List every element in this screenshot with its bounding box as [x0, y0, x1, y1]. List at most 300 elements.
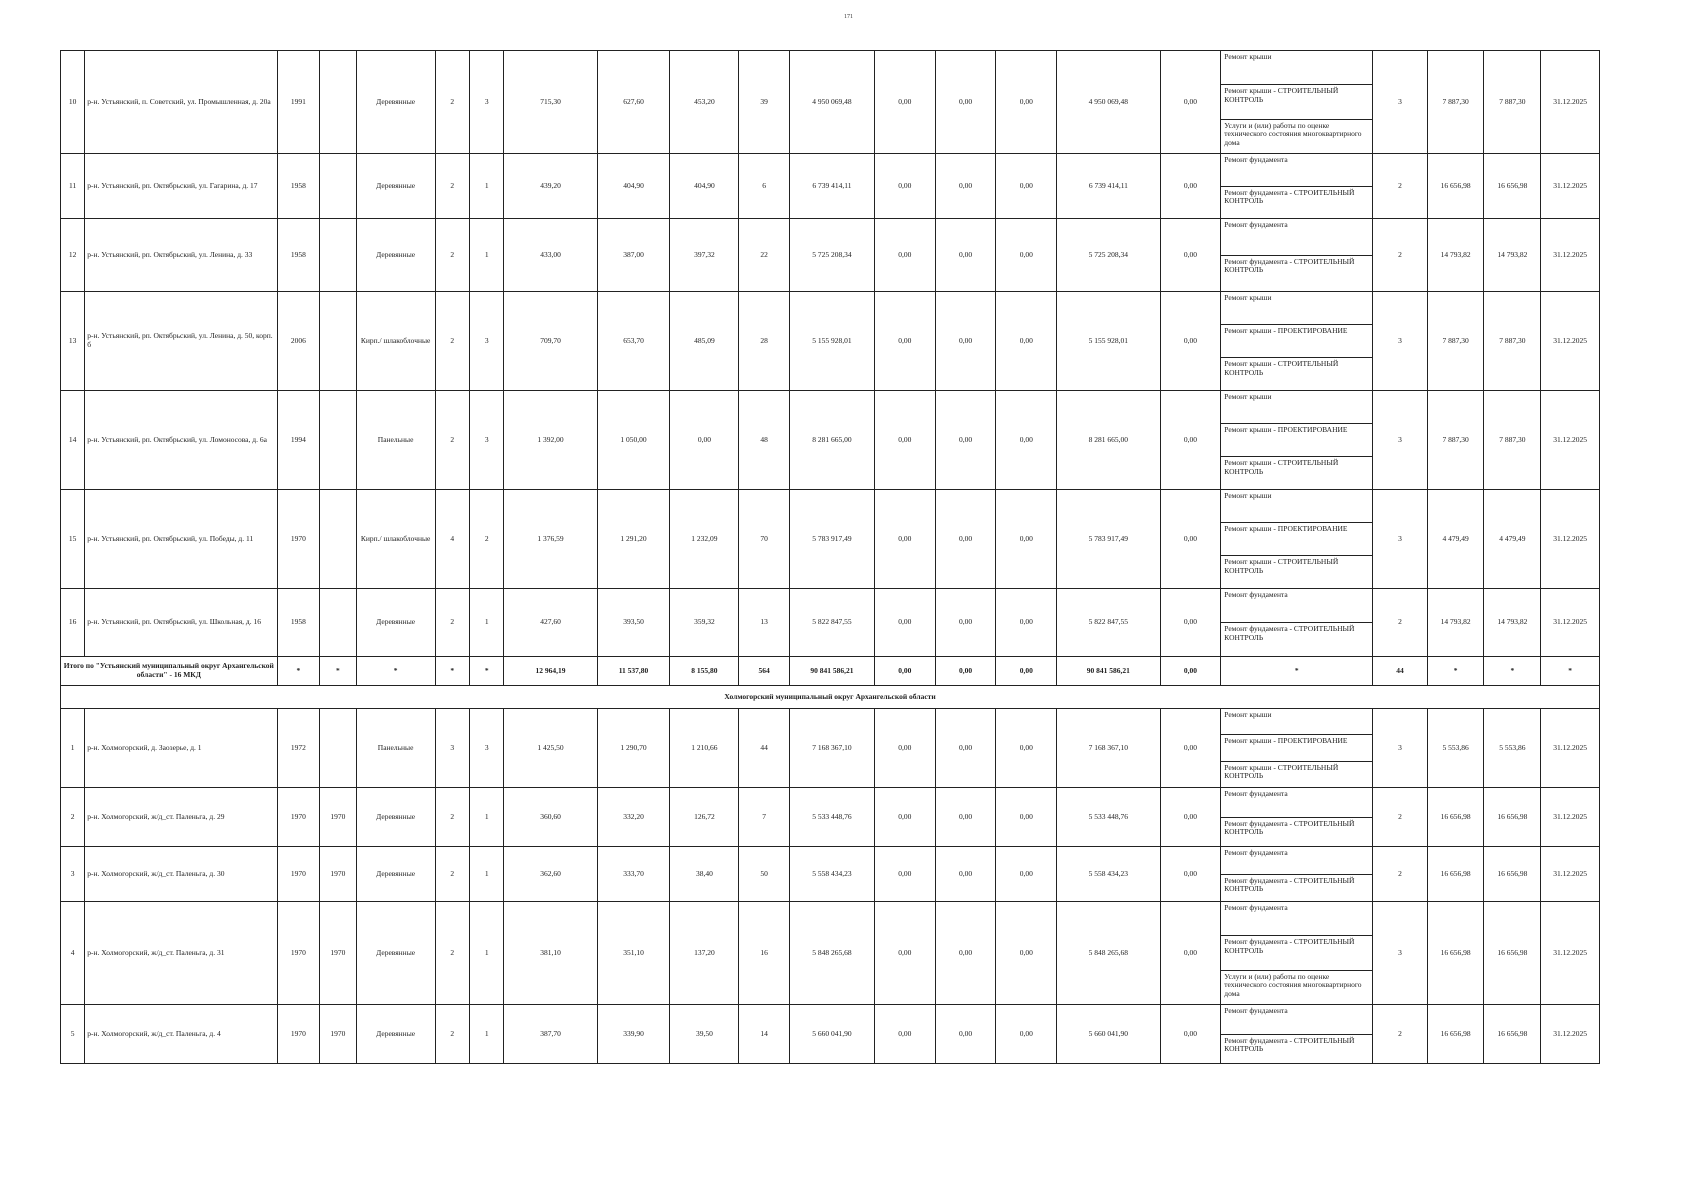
data-cell: 1 210,66: [670, 709, 739, 788]
data-cell: 0,00: [1160, 292, 1221, 391]
table-row: [61, 490, 1600, 589]
data-cell: 7 887,30: [1427, 292, 1484, 391]
data-cell: 31.12.2025: [1541, 219, 1600, 292]
data-cell: 2: [1373, 589, 1428, 657]
data-cell: 39,50: [670, 1005, 739, 1064]
address-cell: р-н. Устьянский, рп. Октябрьский, ул. Ленина, д. 50, корп. б: [85, 292, 277, 391]
data-cell: 1 376,59: [504, 490, 597, 589]
data-cell: Деревянные: [356, 154, 435, 219]
work-item: Ремонт фундамента - СТРОИТЕЛЬНЫЙ КОНТРОЛЬ: [1224, 875, 1355, 894]
address-cell: р-н. Холмогорский, ж/д_ст. Паленьга, д. 4: [85, 1005, 277, 1064]
data-cell: 0,00: [1160, 391, 1221, 490]
data-cell: 0,00: [1160, 1005, 1221, 1064]
data-cell: 351,10: [597, 902, 670, 1005]
work-item: Ремонт крыши - СТРОИТЕЛЬНЫЙ КОНТРОЛЬ: [1224, 557, 1339, 575]
data-cell: 16 656,98: [1484, 1005, 1541, 1064]
data-cell: 3: [1373, 391, 1428, 490]
data-cell: 1 425,50: [504, 709, 597, 788]
data-cell: 14 793,82: [1427, 219, 1484, 292]
table-row: [61, 589, 1600, 657]
works-list: [1221, 219, 1372, 291]
work-item: Ремонт крыши - ПРОЕКТИРОВАНИЕ: [1221, 424, 1372, 457]
data-cell: 0,00: [874, 219, 935, 292]
data-cell: 1: [470, 788, 504, 847]
data-cell: 16 656,98: [1427, 902, 1484, 1005]
data-cell: [320, 391, 356, 490]
total-label: Итого по "Устьянский муниципальный округ Архангельской области" - 16 МКД: [61, 657, 278, 686]
table-row: [61, 391, 1600, 490]
data-cell: 1958: [277, 589, 320, 657]
table-row: [61, 847, 1600, 902]
data-cell: 0,00: [935, 788, 996, 847]
data-cell: 0,00: [996, 154, 1057, 219]
data-cell: 1: [470, 1005, 504, 1064]
data-cell: 0,00: [874, 51, 935, 154]
works-cell: [1221, 847, 1373, 902]
data-cell: Панельные: [356, 391, 435, 490]
section-header-row: [61, 686, 1600, 709]
data-cell: 6 739 414,11: [789, 154, 874, 219]
address-cell: р-н. Холмогорский, ж/д_ст. Паленьга, д. 30: [85, 847, 277, 902]
data-cell: 0,00: [935, 219, 996, 292]
data-cell: 0,00: [1160, 589, 1221, 657]
work-item: Ремонт фундамента - СТРОИТЕЛЬНЫЙ КОНТРОЛЬ: [1224, 256, 1355, 275]
table-row: [61, 902, 1600, 1005]
data-cell: 31.12.2025: [1541, 1005, 1600, 1064]
row-number: 11: [61, 154, 85, 219]
total-cell: *: [1221, 657, 1373, 686]
data-cell: 31.12.2025: [1541, 292, 1600, 391]
works-list: [1221, 902, 1372, 1004]
data-cell: 3: [435, 709, 469, 788]
work-item: Ремонт фундамента: [1221, 847, 1372, 875]
work-item: Ремонт крыши: [1221, 709, 1372, 735]
data-cell: 1: [470, 847, 504, 902]
total-cell: 0,00: [1160, 657, 1221, 686]
page-number: 171: [844, 14, 853, 20]
work-item: Ремонт крыши - ПРОЕКТИРОВАНИЕ: [1221, 735, 1372, 761]
data-cell: 2: [435, 154, 469, 219]
data-cell: 31.12.2025: [1541, 847, 1600, 902]
table-row: [61, 1005, 1600, 1064]
data-cell: 3: [470, 709, 504, 788]
total-cell: *: [435, 657, 469, 686]
table-body-kholmogorsky: [61, 709, 1600, 1064]
data-cell: Деревянные: [356, 1005, 435, 1064]
data-cell: 7 887,30: [1427, 391, 1484, 490]
work-item: Ремонт фундамента: [1221, 219, 1372, 256]
data-cell: 1970: [277, 788, 320, 847]
data-cell: 137,20: [670, 902, 739, 1005]
data-cell: 709,70: [504, 292, 597, 391]
works-list: [1221, 709, 1372, 787]
data-cell: 0,00: [996, 788, 1057, 847]
data-cell: 5 558 434,23: [789, 847, 874, 902]
data-cell: 16 656,98: [1427, 788, 1484, 847]
data-cell: [320, 709, 356, 788]
total-cell: *: [356, 657, 435, 686]
data-cell: 5 533 448,76: [789, 788, 874, 847]
data-cell: 4 479,49: [1484, 490, 1541, 589]
work-item: Ремонт фундамента - СТРОИТЕЛЬНЫЙ КОНТРОЛЬ: [1224, 624, 1355, 642]
data-cell: [320, 589, 356, 657]
total-cell: *: [1484, 657, 1541, 686]
total-cell: 8 155,80: [670, 657, 739, 686]
total-cell: *: [277, 657, 320, 686]
data-cell: 14 793,82: [1484, 219, 1541, 292]
data-cell: 5 558 434,23: [1057, 847, 1160, 902]
data-cell: 5 553,86: [1427, 709, 1484, 788]
data-cell: [320, 490, 356, 589]
data-cell: 1970: [277, 1005, 320, 1064]
data-cell: 14: [739, 1005, 790, 1064]
table-row: [61, 51, 1600, 154]
data-cell: 1958: [277, 219, 320, 292]
total-cell: 564: [739, 657, 790, 686]
data-cell: 3: [1373, 709, 1428, 788]
total-cell: *: [320, 657, 356, 686]
data-cell: 0,00: [670, 391, 739, 490]
data-cell: 1958: [277, 154, 320, 219]
data-cell: [320, 219, 356, 292]
data-cell: 1 290,70: [597, 709, 670, 788]
data-cell: 1970: [277, 490, 320, 589]
data-cell: 5 533 448,76: [1057, 788, 1160, 847]
data-cell: 5 660 041,90: [789, 1005, 874, 1064]
address-cell: р-н. Устьянский, рп. Октябрьский, ул. Победы, д. 11: [85, 490, 277, 589]
work-item: Ремонт крыши: [1221, 292, 1372, 325]
data-cell: 5 725 208,34: [789, 219, 874, 292]
data-cell: 2: [1373, 1005, 1428, 1064]
data-cell: 427,60: [504, 589, 597, 657]
data-cell: 0,00: [996, 902, 1057, 1005]
data-cell: Деревянные: [356, 788, 435, 847]
row-number: 14: [61, 391, 85, 490]
data-cell: 485,09: [670, 292, 739, 391]
data-cell: 381,10: [504, 902, 597, 1005]
data-cell: 387,00: [597, 219, 670, 292]
total-cell: 90 841 586,21: [1057, 657, 1160, 686]
total-row: [61, 657, 1600, 686]
data-cell: Панельные: [356, 709, 435, 788]
data-cell: 362,60: [504, 847, 597, 902]
row-number: 13: [61, 292, 85, 391]
data-cell: 38,40: [670, 847, 739, 902]
data-cell: 2: [435, 1005, 469, 1064]
data-cell: 3: [470, 391, 504, 490]
work-item: Ремонт фундамента: [1221, 589, 1372, 623]
data-cell: 31.12.2025: [1541, 490, 1600, 589]
total-cell: 0,00: [996, 657, 1057, 686]
data-cell: 360,60: [504, 788, 597, 847]
data-cell: 3: [1373, 490, 1428, 589]
data-cell: [320, 154, 356, 219]
work-item: Услуги и (или) работы по оценке технического состояния многоквартирного дома: [1224, 120, 1362, 147]
data-cell: 1: [470, 219, 504, 292]
data-cell: Деревянные: [356, 589, 435, 657]
works-cell: [1221, 391, 1373, 490]
data-cell: 397,32: [670, 219, 739, 292]
row-number: 1: [61, 709, 85, 788]
data-cell: 0,00: [1160, 51, 1221, 154]
data-cell: 16 656,98: [1484, 154, 1541, 219]
data-cell: 3: [1373, 292, 1428, 391]
total-cell: *: [470, 657, 504, 686]
total-cell: 12 964,19: [504, 657, 597, 686]
data-cell: 70: [739, 490, 790, 589]
data-cell: 22: [739, 219, 790, 292]
address-cell: р-н. Устьянский, рп. Октябрьский, ул. Ломоносова, д. 6а: [85, 391, 277, 490]
total-cell: *: [1541, 657, 1600, 686]
work-item: Ремонт фундамента: [1221, 154, 1372, 187]
data-cell: 332,20: [597, 788, 670, 847]
data-cell: 2: [1373, 847, 1428, 902]
data-cell: Деревянные: [356, 219, 435, 292]
data-cell: Деревянные: [356, 847, 435, 902]
work-item: Ремонт крыши: [1221, 51, 1372, 85]
data-cell: 7 887,30: [1427, 51, 1484, 154]
data-cell: [320, 292, 356, 391]
data-cell: 0,00: [996, 219, 1057, 292]
data-cell: 1 232,09: [670, 490, 739, 589]
data-cell: 2: [435, 219, 469, 292]
section-title: Холмогорский муниципальный округ Архангельской области: [61, 686, 1600, 709]
work-item: Ремонт крыши: [1221, 391, 1372, 424]
row-number: 10: [61, 51, 85, 154]
works-list: [1221, 292, 1372, 390]
works-cell: [1221, 490, 1373, 589]
data-cell: 1970: [320, 1005, 356, 1064]
data-cell: 5 822 847,55: [1057, 589, 1160, 657]
data-cell: 5 553,86: [1484, 709, 1541, 788]
table-row: [61, 154, 1600, 219]
data-cell: 31.12.2025: [1541, 709, 1600, 788]
data-cell: 0,00: [935, 1005, 996, 1064]
data-cell: 31.12.2025: [1541, 589, 1600, 657]
data-cell: 2: [435, 51, 469, 154]
data-cell: 44: [739, 709, 790, 788]
data-cell: 31.12.2025: [1541, 51, 1600, 154]
data-cell: 50: [739, 847, 790, 902]
data-cell: 0,00: [996, 709, 1057, 788]
data-cell: 0,00: [996, 292, 1057, 391]
data-cell: 1994: [277, 391, 320, 490]
data-cell: 0,00: [935, 902, 996, 1005]
data-cell: 0,00: [935, 709, 996, 788]
work-item: Ремонт крыши: [1221, 490, 1372, 523]
data-cell: 0,00: [874, 847, 935, 902]
works-list: [1221, 391, 1372, 489]
works-cell: [1221, 292, 1373, 391]
data-cell: 0,00: [996, 490, 1057, 589]
data-cell: 2: [435, 847, 469, 902]
data-cell: 2: [1373, 788, 1428, 847]
works-list: [1221, 490, 1372, 588]
data-cell: 1970: [320, 902, 356, 1005]
data-cell: 7 168 367,10: [789, 709, 874, 788]
data-cell: 0,00: [874, 292, 935, 391]
works-cell: [1221, 788, 1373, 847]
data-cell: 48: [739, 391, 790, 490]
data-cell: 126,72: [670, 788, 739, 847]
row-number: 5: [61, 1005, 85, 1064]
works-list: [1221, 788, 1372, 846]
data-cell: 1991: [277, 51, 320, 154]
data-cell: 31.12.2025: [1541, 788, 1600, 847]
data-cell: 2: [1373, 219, 1428, 292]
data-cell: 0,00: [874, 902, 935, 1005]
row-number: 3: [61, 847, 85, 902]
works-cell: [1221, 219, 1373, 292]
data-cell: 0,00: [996, 589, 1057, 657]
data-cell: 0,00: [996, 391, 1057, 490]
data-cell: 2: [435, 391, 469, 490]
works-cell: [1221, 709, 1373, 788]
data-cell: 7 887,30: [1484, 51, 1541, 154]
data-cell: 0,00: [935, 589, 996, 657]
data-cell: 1970: [277, 902, 320, 1005]
data-cell: 339,90: [597, 1005, 670, 1064]
data-cell: 1: [470, 902, 504, 1005]
work-item: Ремонт фундамента: [1221, 788, 1372, 818]
capital-repair-table: [60, 50, 1600, 1064]
data-cell: 31.12.2025: [1541, 391, 1600, 490]
works-list: [1221, 589, 1372, 656]
work-item: Ремонт крыши - СТРОИТЕЛЬНЫЙ КОНТРОЛЬ: [1221, 85, 1372, 119]
data-cell: 404,90: [670, 154, 739, 219]
data-cell: 4: [435, 490, 469, 589]
data-cell: Кирп./ шлакоблочные: [356, 490, 435, 589]
work-item: Услуги и (или) работы по оценке технического состояния многоквартирного дома: [1224, 971, 1362, 998]
data-cell: 7: [739, 788, 790, 847]
work-item: Ремонт крыши - СТРОИТЕЛЬНЫЙ КОНТРОЛЬ: [1224, 458, 1339, 476]
data-cell: 0,00: [874, 709, 935, 788]
data-cell: 2: [435, 292, 469, 391]
data-cell: 0,00: [996, 51, 1057, 154]
data-cell: 0,00: [1160, 902, 1221, 1005]
data-cell: 7 887,30: [1484, 391, 1541, 490]
data-cell: Деревянные: [356, 51, 435, 154]
table-body-ustyansky: [61, 51, 1600, 657]
data-cell: 0,00: [935, 292, 996, 391]
table-row: [61, 219, 1600, 292]
data-cell: 5 848 265,68: [789, 902, 874, 1005]
data-cell: 1 392,00: [504, 391, 597, 490]
data-cell: 653,70: [597, 292, 670, 391]
work-item: Ремонт фундамента - СТРОИТЕЛЬНЫЙ КОНТРОЛЬ: [1224, 1035, 1355, 1054]
data-cell: 0,00: [996, 847, 1057, 902]
address-cell: р-н. Устьянский, п. Советский, ул. Промышленная, д. 20а: [85, 51, 277, 154]
works-cell: [1221, 51, 1373, 154]
data-cell: 31.12.2025: [1541, 902, 1600, 1005]
data-cell: 2006: [277, 292, 320, 391]
data-cell: 8 281 665,00: [789, 391, 874, 490]
data-cell: 6: [739, 154, 790, 219]
total-cell: 0,00: [874, 657, 935, 686]
data-cell: [320, 51, 356, 154]
table-body-total: [61, 657, 1600, 709]
data-cell: 2: [435, 902, 469, 1005]
data-cell: 453,20: [670, 51, 739, 154]
data-cell: 0,00: [935, 391, 996, 490]
total-cell: 11 537,80: [597, 657, 670, 686]
total-cell: 44: [1373, 657, 1428, 686]
data-cell: 16 656,98: [1427, 1005, 1484, 1064]
data-cell: 333,70: [597, 847, 670, 902]
data-cell: 28: [739, 292, 790, 391]
data-cell: 715,30: [504, 51, 597, 154]
data-cell: 359,32: [670, 589, 739, 657]
table-row: [61, 709, 1600, 788]
row-number: 15: [61, 490, 85, 589]
data-cell: 39: [739, 51, 790, 154]
work-item: Ремонт крыши - СТРОИТЕЛЬНЫЙ КОНТРОЛЬ: [1224, 359, 1339, 377]
data-cell: Кирп./ шлакоблочные: [356, 292, 435, 391]
table-row: [61, 292, 1600, 391]
data-cell: 1972: [277, 709, 320, 788]
data-cell: 5 783 917,49: [789, 490, 874, 589]
data-cell: 4 950 069,48: [1057, 51, 1160, 154]
data-cell: 0,00: [874, 391, 935, 490]
work-item: Ремонт крыши - ПРОЕКТИРОВАНИЕ: [1221, 523, 1372, 556]
address-cell: р-н. Устьянский, рп. Октябрьский, ул. Ленина, д. 33: [85, 219, 277, 292]
address-cell: р-н. Холмогорский, ж/д_ст. Паленьга, д. 29: [85, 788, 277, 847]
row-number: 2: [61, 788, 85, 847]
data-cell: 0,00: [935, 154, 996, 219]
data-cell: 7 168 367,10: [1057, 709, 1160, 788]
row-number: 12: [61, 219, 85, 292]
data-cell: 0,00: [1160, 788, 1221, 847]
data-cell: 0,00: [1160, 490, 1221, 589]
total-cell: 90 841 586,21: [789, 657, 874, 686]
data-cell: 0,00: [1160, 709, 1221, 788]
data-cell: 16 656,98: [1484, 902, 1541, 1005]
table-row: [61, 788, 1600, 847]
data-cell: 16 656,98: [1484, 788, 1541, 847]
data-cell: 31.12.2025: [1541, 154, 1600, 219]
data-cell: 0,00: [1160, 847, 1221, 902]
data-cell: 404,90: [597, 154, 670, 219]
data-cell: 1: [470, 154, 504, 219]
data-cell: 16 656,98: [1427, 847, 1484, 902]
data-cell: 0,00: [996, 1005, 1057, 1064]
data-cell: 0,00: [935, 51, 996, 154]
data-cell: 5 155 928,01: [789, 292, 874, 391]
data-cell: 3: [1373, 51, 1428, 154]
data-cell: 5 848 265,68: [1057, 902, 1160, 1005]
data-cell: 0,00: [935, 847, 996, 902]
data-cell: 393,50: [597, 589, 670, 657]
total-cell: 0,00: [935, 657, 996, 686]
data-cell: 5 660 041,90: [1057, 1005, 1160, 1064]
data-cell: 3: [1373, 902, 1428, 1005]
data-cell: 5 822 847,55: [789, 589, 874, 657]
data-cell: 16 656,98: [1427, 154, 1484, 219]
row-number: 16: [61, 589, 85, 657]
data-cell: 0,00: [1160, 154, 1221, 219]
works-cell: [1221, 902, 1373, 1005]
works-list: [1221, 847, 1372, 901]
works-list: [1221, 154, 1372, 218]
data-cell: 5 155 928,01: [1057, 292, 1160, 391]
data-cell: 8 281 665,00: [1057, 391, 1160, 490]
data-cell: 0,00: [1160, 219, 1221, 292]
work-item: Ремонт фундамента: [1221, 1005, 1372, 1035]
data-cell: 1: [470, 589, 504, 657]
data-cell: 5 725 208,34: [1057, 219, 1160, 292]
data-cell: 1 050,00: [597, 391, 670, 490]
data-cell: 14 793,82: [1484, 589, 1541, 657]
